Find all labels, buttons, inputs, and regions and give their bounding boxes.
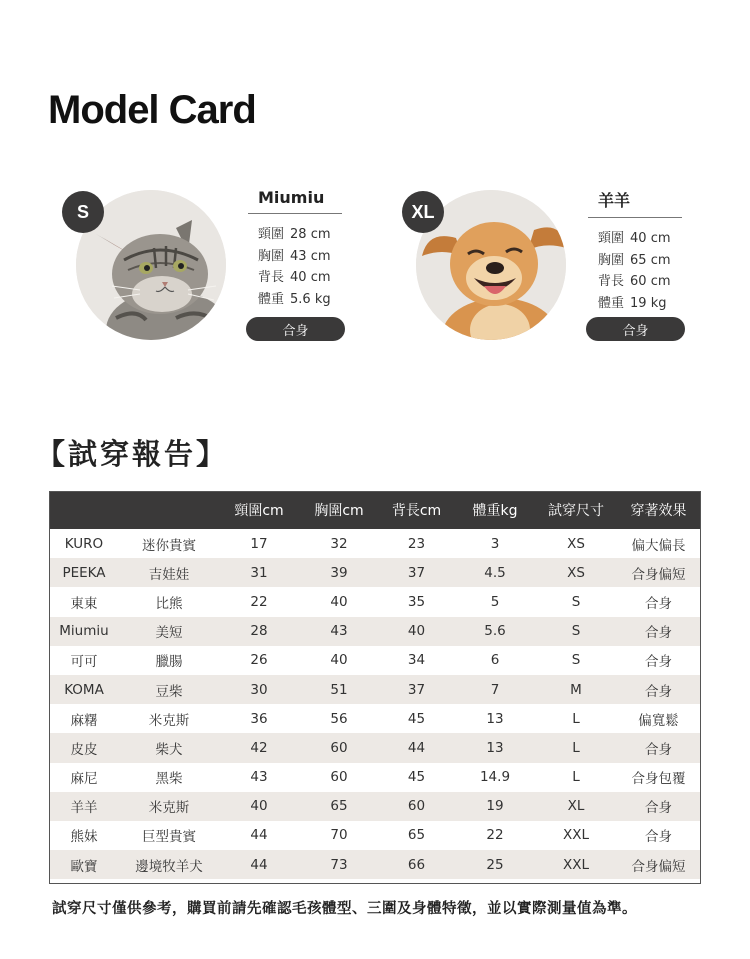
table-cell: 13 — [486, 710, 504, 727]
table-cell: 37 — [379, 558, 454, 587]
header-cell — [119, 491, 219, 529]
table-cell: 5.6 — [454, 617, 536, 646]
table-cell: 麻尼 — [70, 771, 98, 788]
table-cell: 17 — [250, 535, 268, 552]
table-cell: 合身偏短 — [616, 850, 701, 879]
table-cell: 34 — [407, 652, 426, 669]
pet-name: Miumiu — [248, 186, 342, 214]
table-cell: 邊境牧羊犬 — [119, 850, 219, 879]
table-cell: 合身 — [645, 595, 672, 612]
table-cell: 70 — [330, 827, 348, 844]
table-cell: 22 — [250, 593, 268, 610]
table-cell: 6 — [490, 652, 500, 669]
table-row — [49, 675, 701, 704]
footnote: 試穿尺寸僅供參考，購買前請先確認毛孩體型、三圍及身體特徵，並以實際測量值為準。 — [52, 901, 637, 917]
table-cell: 30 — [219, 675, 299, 704]
table-cell: 42 — [219, 733, 299, 762]
table-cell: 44 — [219, 850, 299, 879]
table-cell: 44 — [379, 733, 454, 762]
table-cell: 合身 — [616, 675, 701, 704]
table-cell: 60 — [299, 733, 379, 762]
table-cell: 14.9 — [479, 769, 511, 786]
stat-chest: 胸圍 43 cm — [258, 248, 331, 264]
table-cell: S — [571, 652, 581, 669]
table-cell: XXL — [536, 850, 616, 879]
table-cell: 28 — [219, 617, 299, 646]
model-info — [588, 186, 684, 314]
table-row — [49, 529, 701, 558]
stat-list — [248, 224, 344, 310]
header-cell: 試穿尺寸 — [536, 491, 616, 529]
fit-badge: 合身 — [586, 317, 685, 341]
fit-badge: 合身 — [246, 317, 345, 341]
table-cell: M — [536, 675, 616, 704]
table-cell: 45 — [407, 769, 426, 786]
pet-name: 羊羊 — [588, 186, 682, 218]
stat-chest: 胸圍 65 cm — [598, 252, 671, 268]
model-info — [248, 186, 344, 310]
table-cell: 偏寬鬆 — [638, 712, 679, 729]
fitting-report-table — [49, 491, 701, 879]
table-cell: L — [572, 769, 580, 786]
stat-back: 背長 60 cm — [598, 274, 671, 289]
table-header-row — [49, 491, 701, 529]
table-cell: 合身偏短 — [616, 558, 701, 587]
table-cell: 熊妹 — [70, 829, 98, 846]
table-cell: XXL — [562, 827, 590, 844]
stat-back: 背長 40 cm — [258, 270, 331, 285]
table-row — [49, 850, 701, 879]
size-badge: XL — [402, 191, 444, 233]
table-cell: 43 — [250, 769, 268, 786]
table-cell: 36 — [250, 710, 268, 727]
table-row — [49, 587, 701, 616]
table-body — [49, 529, 701, 879]
table-cell: S — [571, 593, 581, 610]
model-card-miumiu — [62, 186, 362, 346]
table-cell: 合身 — [645, 829, 672, 846]
table-cell: 迷你貴賓 — [142, 537, 196, 554]
table-cell: 合身 — [616, 792, 701, 821]
table-cell: 60 — [379, 792, 454, 821]
table-row — [49, 646, 701, 675]
header-cell: 胸圍cm — [299, 491, 379, 529]
model-card-yangyang — [402, 186, 702, 346]
table-cell: 39 — [299, 558, 379, 587]
page-title: Model Card — [48, 88, 256, 132]
table-cell: 13 — [454, 733, 536, 762]
stat-weight: 體重 19 kg — [598, 295, 667, 311]
header-cell: 背長cm — [379, 491, 454, 529]
table-cell: 43 — [299, 617, 379, 646]
table-cell: 4.5 — [454, 558, 536, 587]
header-cell: 體重kg — [454, 491, 536, 529]
table-cell: 東東 — [70, 595, 98, 612]
table-cell: 米克斯 — [148, 712, 190, 729]
table-cell: 5 — [490, 593, 500, 610]
table-cell: 偏大偏長 — [631, 537, 686, 554]
table-cell: 35 — [407, 593, 426, 610]
table-cell: XS — [567, 535, 585, 552]
section-title: 【試穿報告】 — [36, 437, 229, 471]
table-cell: 65 — [407, 827, 426, 844]
table-cell: 黑柴 — [155, 771, 183, 788]
size-badge: S — [62, 191, 104, 233]
header-cell: 頸圍cm — [219, 491, 299, 529]
table-row — [49, 733, 701, 762]
table-cell: 40 — [379, 617, 454, 646]
table-cell: 合身包覆 — [631, 771, 686, 788]
table-cell: 合身 — [645, 654, 672, 671]
stat-neck: 頸圍 40 cm — [598, 231, 671, 246]
table-cell: 26 — [250, 652, 268, 669]
table-cell: 臘腸 — [155, 654, 183, 671]
table-row — [49, 821, 701, 850]
table-cell: 7 — [454, 675, 536, 704]
table-cell: 柴犬 — [119, 733, 219, 762]
header-cell — [49, 491, 119, 529]
table-cell: 25 — [454, 850, 536, 879]
table-cell: 73 — [299, 850, 379, 879]
table-cell: 66 — [379, 850, 454, 879]
table-cell: 比熊 — [155, 595, 183, 612]
table-cell: S — [536, 617, 616, 646]
table-cell: 37 — [379, 675, 454, 704]
table-cell: 19 — [454, 792, 536, 821]
table-row — [49, 558, 701, 587]
table-row — [49, 792, 701, 821]
table-cell: 45 — [407, 710, 426, 727]
table-row — [49, 704, 701, 733]
table-cell: 51 — [299, 675, 379, 704]
table-cell: 歐寶 — [49, 850, 119, 879]
table-cell: 22 — [486, 827, 504, 844]
table-cell: KOMA — [49, 675, 119, 704]
table-cell: 65 — [299, 792, 379, 821]
table-cell: XS — [536, 558, 616, 587]
table-cell: 羊羊 — [49, 792, 119, 821]
table-cell: 23 — [407, 535, 426, 552]
table-cell: 32 — [330, 535, 348, 552]
table-cell: 44 — [250, 827, 268, 844]
table-cell: 可可 — [70, 654, 98, 671]
table-cell: 40 — [330, 652, 348, 669]
table-row — [49, 763, 701, 792]
table-cell: 米克斯 — [119, 792, 219, 821]
table-cell: 吉娃娃 — [119, 558, 219, 587]
stat-list — [588, 228, 684, 314]
table-cell: 麻糬 — [70, 712, 98, 729]
table-cell: 皮皮 — [49, 733, 119, 762]
stat-neck: 頸圍 28 cm — [258, 227, 331, 242]
table-cell: 3 — [490, 535, 500, 552]
table-cell: 60 — [330, 769, 348, 786]
table-cell: L — [536, 733, 616, 762]
table-cell: 豆柴 — [119, 675, 219, 704]
table-cell: 40 — [330, 593, 348, 610]
header-cell: 穿著效果 — [616, 491, 701, 529]
stat-weight: 體重 5.6 kg — [258, 291, 331, 307]
table-cell: 合身 — [616, 733, 701, 762]
table-cell: 31 — [219, 558, 299, 587]
table-cell: KURO — [64, 535, 104, 552]
table-cell: 40 — [219, 792, 299, 821]
table-cell: 美短 — [119, 617, 219, 646]
table-cell: PEEKA — [49, 558, 119, 587]
table-cell: 56 — [330, 710, 348, 727]
table-cell: 巨型貴賓 — [142, 829, 196, 846]
table-cell: XL — [536, 792, 616, 821]
table-cell: Miumiu — [49, 617, 119, 646]
table-row — [49, 617, 701, 646]
table-cell: L — [572, 710, 580, 727]
table-cell: 合身 — [616, 617, 701, 646]
